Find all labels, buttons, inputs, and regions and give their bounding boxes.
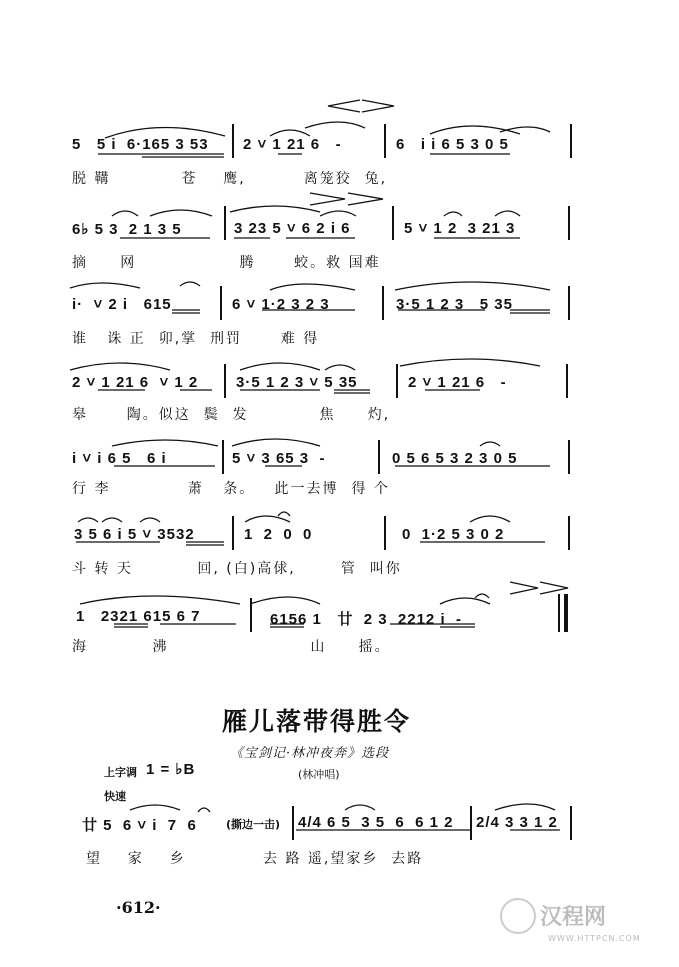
key-value: 1 = ♭B <box>146 761 196 778</box>
barline <box>568 206 570 240</box>
barline <box>568 516 570 550</box>
notation-row-4c: 2 ˅ 1 21 6 - <box>408 374 507 391</box>
barline <box>566 364 568 398</box>
notation-row-4a: 2 ˅ 1 21 6 ˅ 1 2 <box>72 374 199 391</box>
barline <box>378 440 380 474</box>
notation-last-a: 廿 5 6 ˅ i 7 6 <box>82 817 197 834</box>
watermark-text: 汉程网 <box>540 905 607 930</box>
notation-row-3c: 3·5 1 2 3 5 35 <box>396 296 513 313</box>
lyrics-row-7: 海 沸 山 摇。 <box>72 639 391 655</box>
lyrics-row-5: 行 李 萧 条。 此一去博 得 个 <box>72 481 390 497</box>
barline <box>568 286 570 320</box>
interjection: (撕边一击) <box>226 818 281 831</box>
lyrics-row-4: 皋 陶。似这 鬓 发 焦 灼, <box>72 407 391 423</box>
section-title: 雁儿落带得胜令 <box>222 707 412 736</box>
notation-row-6c: 0 1·2 5 3 0 2 <box>402 526 505 543</box>
barline <box>220 286 222 320</box>
barline <box>232 516 234 550</box>
barline <box>232 124 234 158</box>
barline <box>382 286 384 320</box>
notation-row-4b: 3·5 1 2 3 ˅ 5 35 <box>236 374 358 391</box>
final-barline <box>564 594 568 632</box>
lyrics-row-1: 脱 鞲 苍 鹰, 离笼狡 兔, <box>72 171 388 187</box>
lyrics-last: 望 家 乡 去 路 遥,望家乡 去路 <box>86 851 424 867</box>
barline <box>470 806 472 840</box>
barline <box>570 806 572 840</box>
page-number: ·612· <box>116 898 161 917</box>
lyrics-row-3: 谁 诛 正 卯,掌 刑罚 难 得 <box>72 331 320 347</box>
lyrics-row-2: 摘 网 腾 蛟。救 国难 <box>72 255 381 271</box>
barline <box>250 598 252 632</box>
notation-row-3b: 6 ˅ 1·2 3 2 3 <box>232 296 330 313</box>
notation-row-7a: 1 2321 615 6 7 <box>76 608 201 625</box>
barline <box>392 206 394 240</box>
notation-row-5c: 0 5 6 5 3 2 3 0 5 <box>392 450 518 467</box>
notation-row-1c: 6 i i 6 5 3 0 5 <box>396 136 509 153</box>
tempo-marking: 快速 <box>104 790 126 803</box>
final-barline <box>558 594 560 632</box>
barline <box>224 364 226 398</box>
notation-row-2c: 5 ˅ 1 2 3 21 3 <box>404 220 516 237</box>
lyrics-row-6: 斗 转 天 回, (白)高俅, 管 叫你 <box>72 561 402 577</box>
barline <box>384 124 386 158</box>
notation-row-3a: i· ˅ 2 i 615 <box>72 296 172 313</box>
barline <box>224 206 226 240</box>
notation-row-5a: i ˅ i 6 5 6 i <box>72 450 167 467</box>
notation-row-1b: 2 ˅ 1 21 6 - <box>243 136 342 153</box>
notation-row-1a: 5 5 i 6·165 3 53 <box>72 136 209 153</box>
notation-row-7b: 6156 1 廿 2 3 2212 i - <box>270 611 462 628</box>
barline <box>570 124 572 158</box>
singer-note: (林冲唱) <box>298 768 340 781</box>
notation-last-c: 2/4 3 3 1 2 <box>476 814 558 831</box>
notation-row-5b: 5 ˅ 3 65 3 - <box>232 450 326 467</box>
notation-row-2a: 6♭ 5 3 2 1 3 5 <box>72 221 182 238</box>
section-subtitle: 《宝剑记·林冲夜奔》选段 <box>230 746 390 761</box>
barline <box>292 806 294 840</box>
key-label: 上字调 <box>104 766 137 779</box>
notation-row-6b: 1 2 0 0 <box>244 526 313 543</box>
watermark-url: WWW.HTTPCN.COM <box>548 934 641 943</box>
barline <box>222 440 224 474</box>
notation-last-b: 4/4 6 5 3 5 6 6 1 2 <box>298 814 454 831</box>
watermark-logo-icon <box>500 898 536 934</box>
barline <box>568 440 570 474</box>
notation-row-6a: 3 5 6 i 5 ˅ 3532 <box>74 526 195 543</box>
notation-row-2b: 3 23 5 ˅ 6 2 i 6 <box>234 220 351 237</box>
barline <box>384 516 386 550</box>
barline <box>396 364 398 398</box>
